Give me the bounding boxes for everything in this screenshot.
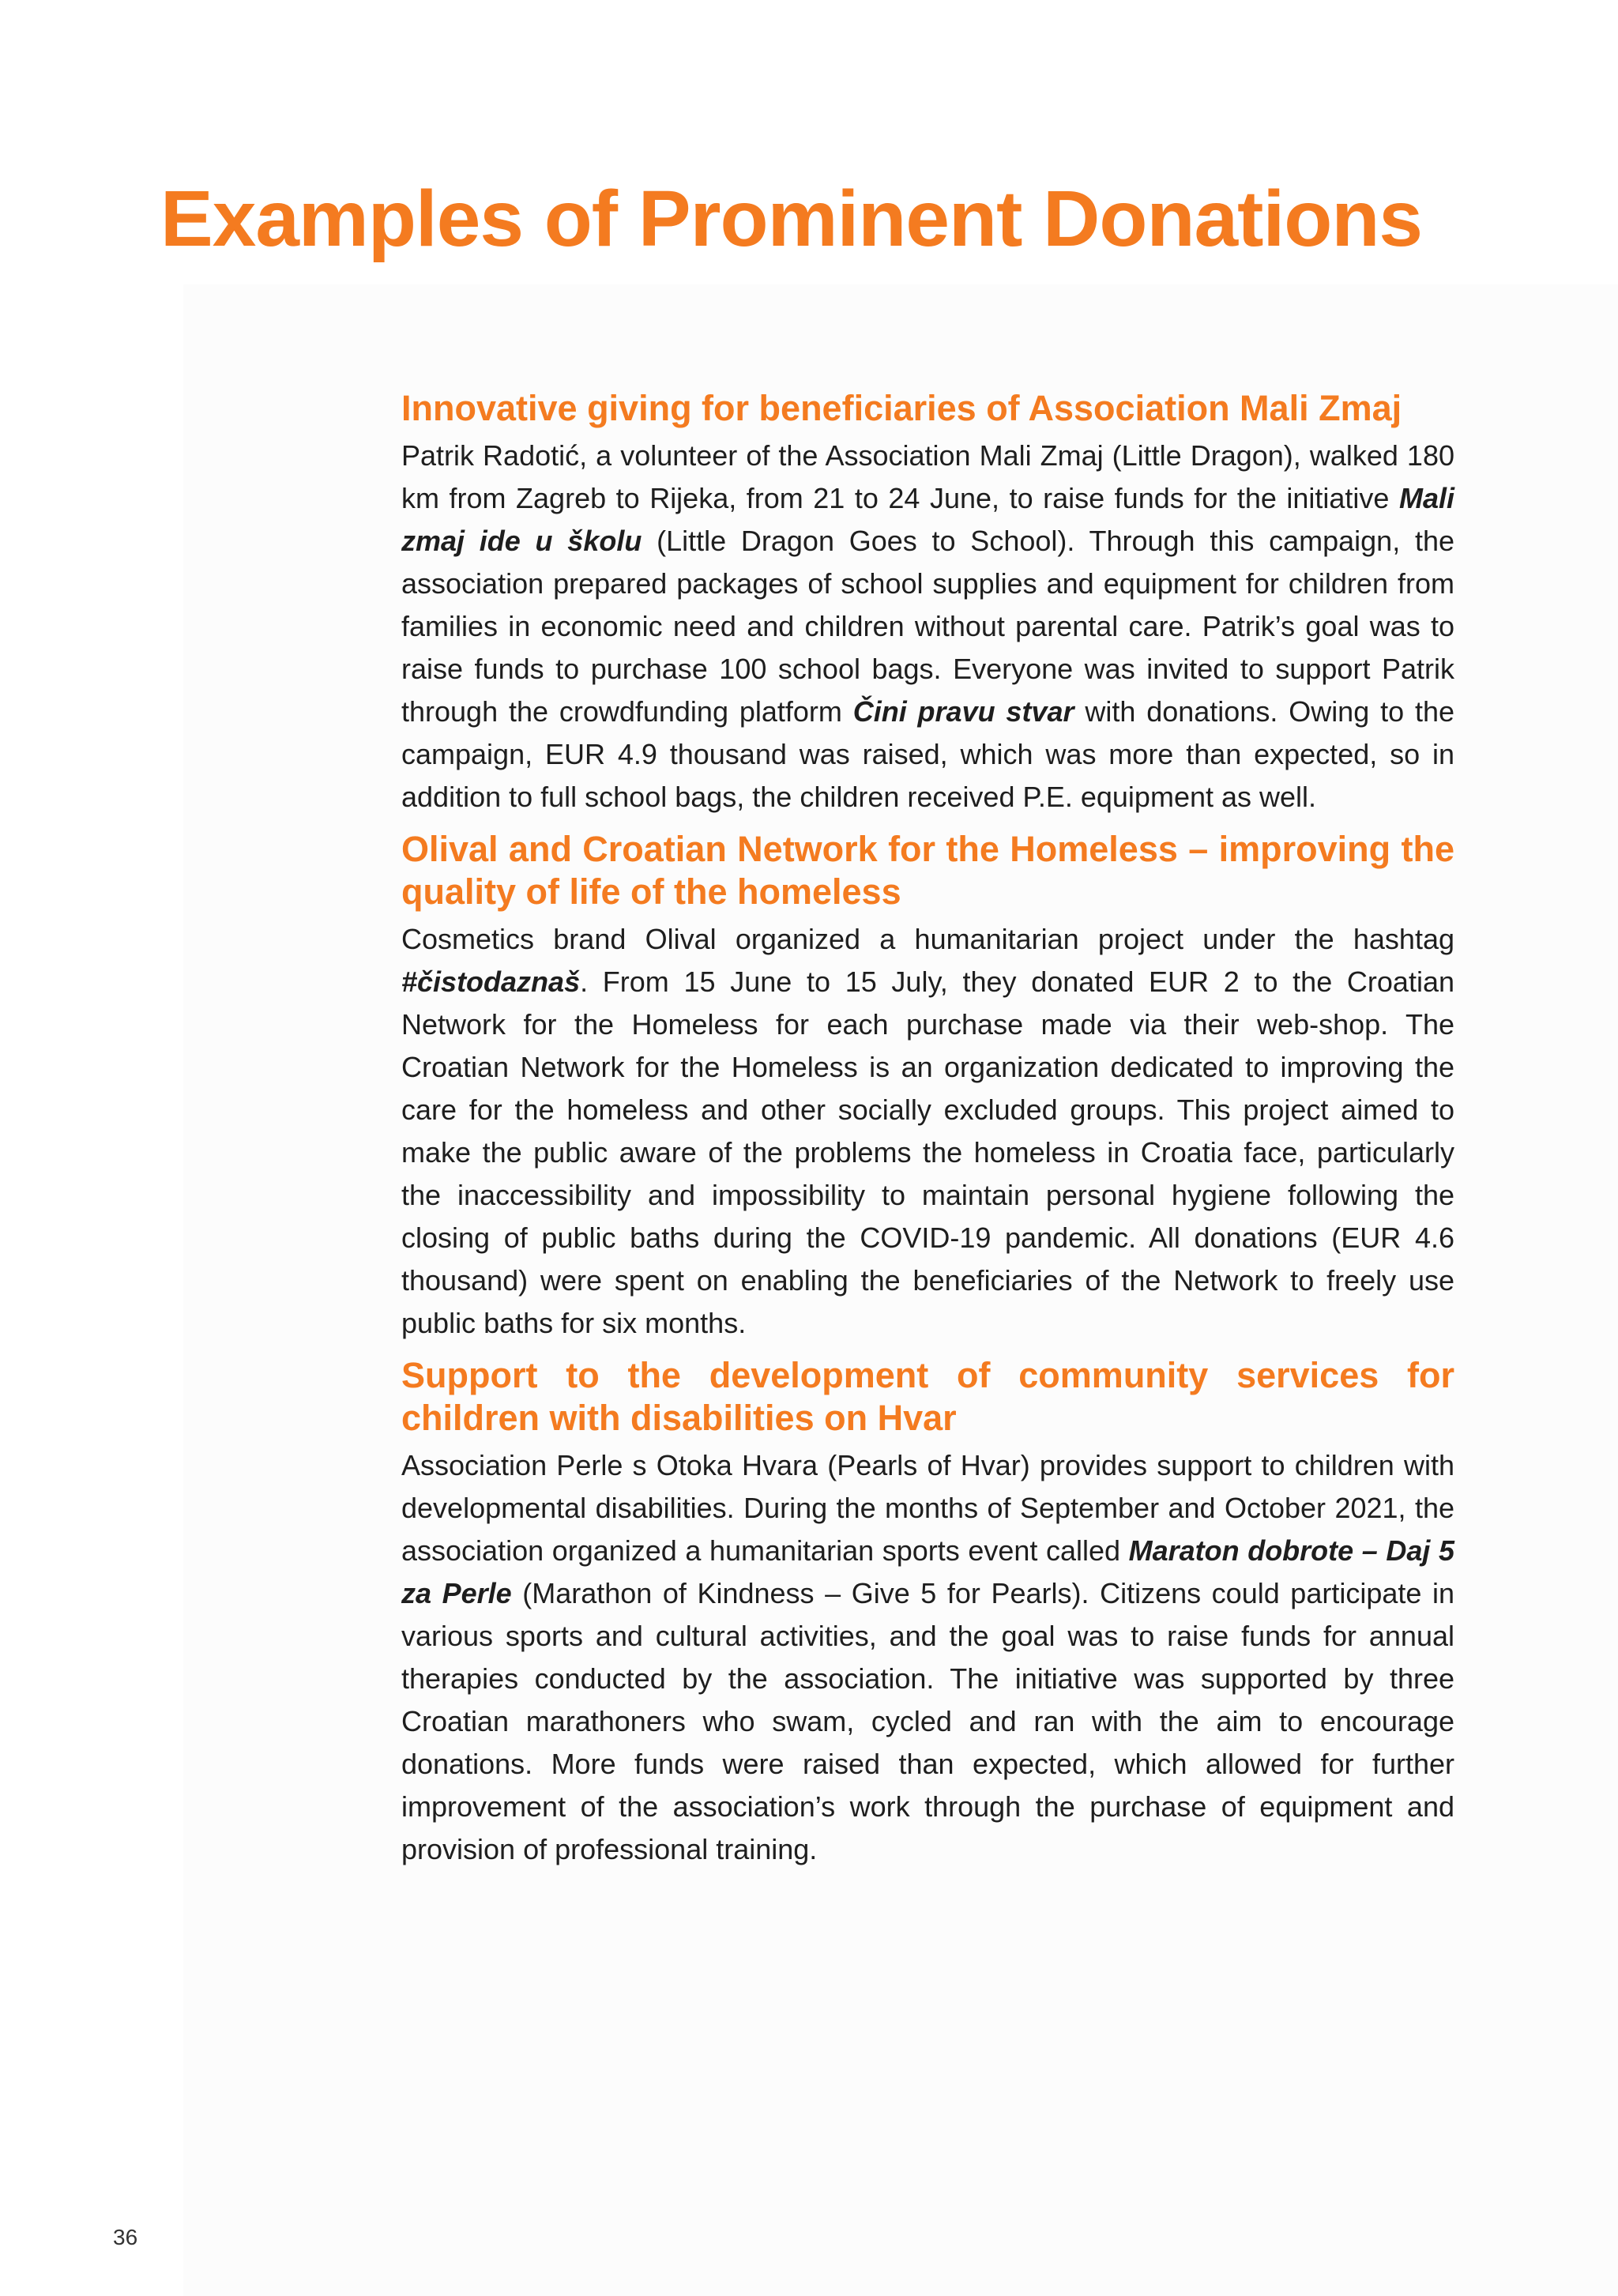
page-title: Examples of Prominent Donations: [160, 175, 1423, 263]
section-hvar: [401, 1354, 1454, 1871]
section-body: [401, 1444, 1454, 1871]
body-text: . From 15 June to 15 July, they donated EUR 2 to the Croatian Network for the Homeless for each purchase made via their web-shop. The Croatian Network for the Homeless is an organization dedicated to improving the care for the homeless and other socially excluded groups. This project aimed to make the public aware of the problems the homeless in Croatia face, particularly the inaccessibility and impossibility to maintain personal hygiene following the closing of public baths during the COVID-19 pandemic. All donations (EUR 4.6 thousand) were spent on enabling the beneficiaries of the Network to freely use public baths for six months.: [401, 965, 1454, 1339]
body-text: Association Perle s Otoka Hvara (Pearls of Hvar) provides support to children with developmental disabilities. During the months of September and October 2021, the association organized a humanitarian sports event called: [401, 1449, 1454, 1567]
article-content: [401, 387, 1454, 1877]
emphasis-platform-name: Čini pravu stvar: [852, 695, 1074, 728]
section-heading: Olival and Croatian Network for the Homeless – improving the quality of life of the homeless: [401, 829, 1454, 912]
section-body: [401, 435, 1454, 819]
section-heading: Innovative giving for beneficiaries of Association Mali Zmaj: [401, 388, 1402, 428]
section-mali-zmaj: [401, 387, 1454, 819]
section-body: [401, 918, 1454, 1345]
body-text: with donations. Owing to the campaign, EUR 4.9 thousand was raised, which was more than expected, so in addition to full school bags, the children received P.E. equipment as well.: [401, 695, 1454, 813]
section-olival: [401, 828, 1454, 1345]
emphasis-campaign-name: Mali zmaj ide u školu: [401, 482, 1454, 557]
body-text: (Marathon of Kindness – Give 5 for Pearls). Citizens could participate in various sports and cultural activities, and the goal was to raise funds for annual therapies conducted by the association. The initiative was supported by three Croatian marathoners who swam, cycled and ran with the aim to encourage donations. More funds were raised than expected, which allowed for further improvement of the association’s work through the purchase of equipment and provision of professional training.: [401, 1577, 1454, 1865]
emphasis-hashtag: #čistodaznaš: [401, 965, 581, 998]
section-heading: Support to the development of community services for children with disabilities on Hvar: [401, 1355, 1454, 1438]
body-text: Cosmetics brand Olival organized a humanitarian project under the hashtag: [401, 923, 1454, 955]
body-text: Patrik Radotić, a volunteer of the Association Mali Zmaj (Little Dragon), walked 180 km from Zagreb to Rijeka, from 21 to 24 June, to raise funds for the initiative: [401, 439, 1454, 514]
body-text: (Little Dragon Goes to School). Through this campaign, the association prepared packages of school supplies and equipment for children from families in economic need and children without parental care. Patrik’s goal was to raise funds to purchase 100 school bags. Everyone was invited to support Patrik through the crowdfunding platform: [401, 525, 1454, 728]
page-number: 36: [113, 2225, 138, 2249]
emphasis-event-name: Maraton dobrote – Daj 5 za Perle: [401, 1534, 1454, 1609]
